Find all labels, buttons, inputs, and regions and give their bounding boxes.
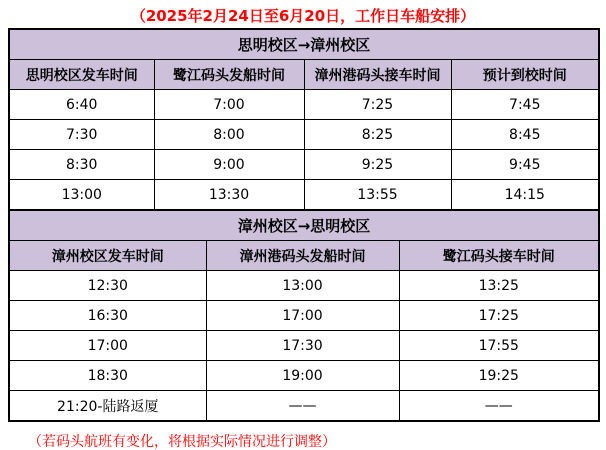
section-title: 思明校区→漳州校区 — [9, 29, 599, 60]
table-cell: 17:00 — [206, 301, 399, 331]
table-cell: 17:25 — [399, 301, 599, 331]
section-header-row — [9, 210, 599, 241]
schedule-table-zhangzhou-to-siming — [8, 209, 600, 422]
table-cell: 6:40 — [9, 90, 154, 120]
table-row — [9, 361, 599, 391]
table-cell: 13:55 — [304, 180, 451, 211]
table-cell: 9:45 — [451, 150, 599, 180]
table-row — [9, 301, 599, 331]
table-cell: 7:30 — [9, 120, 154, 150]
table-cell: 17:00 — [9, 331, 206, 361]
table-cell: 9:25 — [304, 150, 451, 180]
table-cell: 14:15 — [451, 180, 599, 211]
section-header-row — [9, 29, 599, 60]
table-cell: 17:30 — [206, 331, 399, 361]
table-cell: 13:25 — [399, 271, 599, 301]
table-cell: 19:25 — [399, 361, 599, 391]
table-cell: 13:30 — [154, 180, 304, 211]
table-cell: 8:00 — [154, 120, 304, 150]
table-cell: —— — [206, 391, 399, 422]
header-cell: 漳州港码头发船时间 — [206, 241, 399, 271]
table-cell: 13:00 — [9, 180, 154, 211]
table-cell: 8:45 — [451, 120, 599, 150]
header-cell: 预计到校时间 — [451, 60, 599, 90]
table-row — [9, 120, 599, 150]
table-row — [9, 150, 599, 180]
table-row — [9, 90, 599, 120]
table-cell: 17:55 — [399, 331, 599, 361]
section-title: 漳州校区→思明校区 — [9, 210, 599, 241]
table-cell: 7:45 — [451, 90, 599, 120]
header-cell: 鹭江码头发船时间 — [154, 60, 304, 90]
table-row — [9, 391, 599, 422]
table-cell: 19:00 — [206, 361, 399, 391]
column-header-row — [9, 241, 599, 271]
column-header-row — [9, 60, 599, 90]
table-row — [9, 271, 599, 301]
table-cell: 16:30 — [9, 301, 206, 331]
header-cell: 思明校区发车时间 — [9, 60, 154, 90]
table-row — [9, 331, 599, 361]
table-cell: 7:25 — [304, 90, 451, 120]
schedule-table-siming-to-zhangzhou — [8, 28, 600, 211]
table-cell: 8:30 — [9, 150, 154, 180]
header-cell: 漳州港码头接车时间 — [304, 60, 451, 90]
table-cell: —— — [399, 391, 599, 422]
table-cell: 18:30 — [9, 361, 206, 391]
table-cell: 21:20-陆路返厦 — [9, 391, 206, 422]
page-title: （2025年2月24日至6月20日，工作日车船安排） — [130, 7, 476, 25]
header-cell: 鹭江码头接车时间 — [399, 241, 599, 271]
table-cell: 12:30 — [9, 271, 206, 301]
table-cell: 7:00 — [154, 90, 304, 120]
table-row — [9, 180, 599, 211]
footer-note: （若码头航班有变化，将根据实际情况进行调整） — [28, 434, 336, 450]
header-cell: 漳州校区发车时间 — [9, 241, 206, 271]
table-cell: 13:00 — [206, 271, 399, 301]
table-cell: 9:00 — [154, 150, 304, 180]
table-cell: 8:25 — [304, 120, 451, 150]
